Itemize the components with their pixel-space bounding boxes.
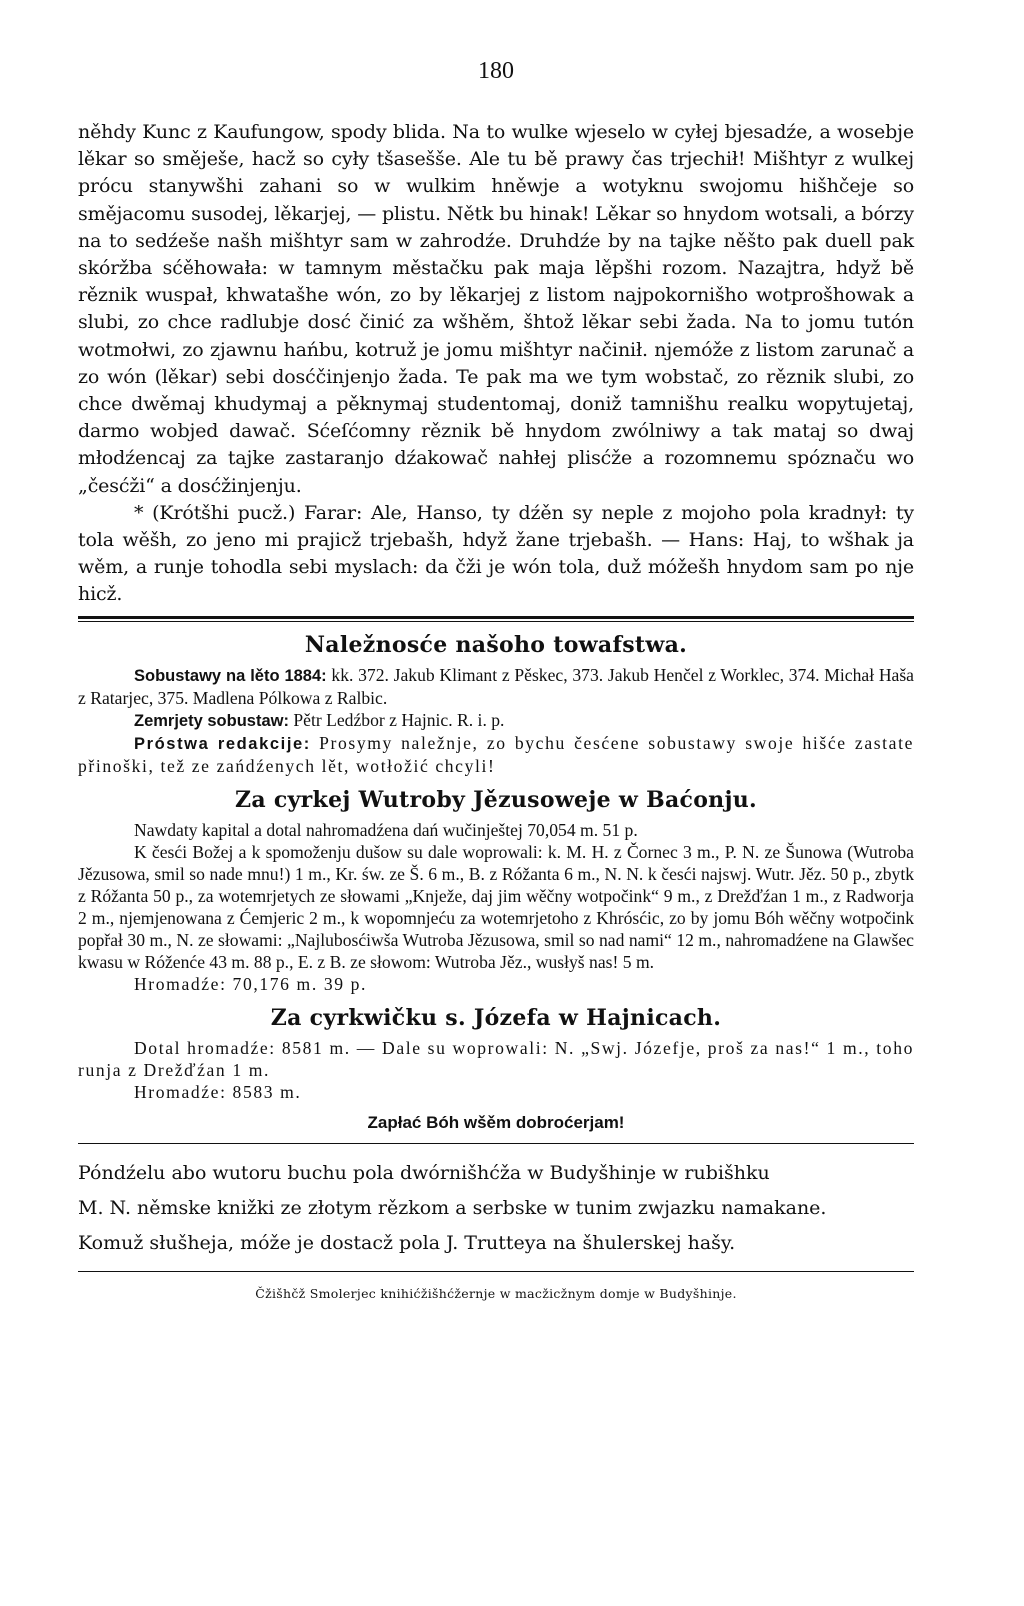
story-text bbox=[78, 119, 914, 609]
story-paragraph: něhdy Kunc z Kaufungow, spody blida. Na to wulke wjeselo w cyłej bjesadźe, a wosebje lěkar so směješe, hacž so cyły tšasešše. Ale tu bě prawy čas trjechił! Mišhtyr z wulkej prócu stanywšhi zahani so w wulkim hněwje a wotyknu swojomu hišhčeje so smějacomu susodej, lěkarjej, — plistu. Nětk bu hinak! Lěkar so hnydom wotsali, a bórzy na to sedźeše našh mišhtyr sam w zahrodźe. Druhdźe by na tajke něšto pak duell pak skóržba sćěhowała: w tamnym městačku pak maja lěpšhi rozom. Nazajtra, hdyž bě rěznik wuspał, khwatašhe wón, zo by lěkarjej z listom najpokornišho wotprošhowak a slubi, zo chce radlubje dosć činić za wšhěm, šhtož lěkar sebi žada. Na to jomu tutón wotmołwi, zo zjawnu hańbu, kotruž je jomu mišhtyr načinił. njemóže z listom zarunač a zo wón (lěkar) sebi dosćčinjenjo žada. Te pak ma we tym wobstač, zo rěznik slubi, zo chce dwěmaj khudymaj a pěknymaj studentomaj, doniž tamnišhu realku wopytujetaj, darmo wobjed dawač. Sćeſćomny rěznik bě hnydom zwólniwy a tak mataj so dwaj młodźencaj za tajke zastaranjo dźakowač nahłej plisćže a rozomnemu spóznaču wo „česćži“ a dosćžinjenju. bbox=[78, 121, 914, 497]
members-text: kk. 372. Jakub Klimant z Pěskec, 373. Jakub Henčel z Worklec, 374. Michał Haša z Ratarjec, 375. Madlena Pólkowa z Ralbic. bbox=[78, 664, 914, 708]
request-text: Prosymy naležnje, zo bychu česćene sobustawy swoje hišće zastate přinoški, tež ze zańdźenych lět, wotłožić chcyli! bbox=[78, 732, 914, 776]
section-divider bbox=[78, 616, 914, 622]
heart-total: Hromadźe: 70,176 m. 39 p. bbox=[134, 973, 368, 994]
deceased-text: Pětr Ledźbor z Hajnic. R. i. p. bbox=[288, 709, 505, 730]
joseph-section-title: Za cyrkwičku s. Józefa w Hajnicach. bbox=[270, 1004, 722, 1031]
page-number: 180 bbox=[478, 58, 514, 84]
advert-line-1: Póndźelu abo wutoru buchu pola dwórnišhćža w Budyšhinje w rubišhku bbox=[78, 1161, 770, 1184]
dues-section bbox=[78, 664, 914, 777]
anecdote-paragraph: * (Krótšhi pucž.) Farar: Ale, Hanso, ty dźěn sy neple z mojoho pola kradnył: ty tola wěšh, zo jeno mi prajicž trjebašh, hdyž žane trjebašh. — Hans: Haj, to wšhak ja wěm, a runje tohodla sebi myslach: da čži je wón tola, duž móžešh hnydom sam po nje hicž. bbox=[78, 501, 914, 606]
advert-line-2: M. N. němske knižki ze złotym rězkom a serbske w tunim zwjazku namakane. bbox=[78, 1196, 827, 1219]
advert-divider bbox=[78, 1143, 914, 1144]
heart-section bbox=[78, 819, 914, 995]
advert bbox=[78, 1156, 914, 1261]
imprint-divider bbox=[78, 1271, 914, 1272]
heart-capital-paragraph: Nawdaty kapital a dotal nahromadźena dań wučinještej 70,054 m. 51 p. bbox=[134, 819, 638, 840]
request-paragraph bbox=[78, 732, 914, 777]
deceased-paragraph bbox=[78, 709, 914, 732]
page bbox=[78, 58, 914, 1301]
joseph-total: Hromadźe: 8583 m. bbox=[134, 1081, 302, 1102]
heart-section-title: Za cyrkej Wutroby Jězusoweje w Baćonju. bbox=[235, 786, 757, 813]
deceased-label: Zemrjety sobustaw: bbox=[134, 711, 289, 730]
heart-donations-paragraph: K česći Božej a k spomoženju dušow su dale woprowali: k. M. H. z Čornec 3 m., P. N. ze Šunowa (Wutroba Jězusowa, smil so nade mnu!) 1 m., Kr. św. ze Š. 6 m., B. z Róžanta 6 m., N. N. k česći najswj. Wutr. Jěz. 50 p., zbytk z Róžanta 50 p., za wotemrjetych ze słowami „Knježe, daj jim wěčny wotpočink“ 9 m., z Drežďźan 1 m., z Radworja 2 m., njemjenowana z Ćemjeric 2 m., k wopomnjeću za wotemrjetoho z Khrósćic, zo by jomu Bóh wěčny wotpočink popřał 30 m., N. ze słowami: „Najlubosćiwša Wutroba Jězusowa, smil so nad nami“ 12 m., nahromadźene na Glawšec kwasu w Róženće 43 m. 88 p., E. z B. ze słowom: Wutroba Jěz., wusłyš nas! 5 m. bbox=[78, 841, 914, 972]
advert-line-3: Komuž słušheja, móže je dostacž pola J. Trutteya na šhulerskej hašy. bbox=[78, 1231, 736, 1254]
members-paragraph bbox=[78, 664, 914, 709]
printer-imprint: Čžišhčž Smolerjec knihićžišhćžernje w macžicžnym domje w Budyšhinje. bbox=[255, 1285, 737, 1301]
joseph-donations-paragraph: Dotal hromadźe: 8581 m. — Dale su woprowali: N. „Swj. Józefje, proš za nas!“ 1 m., toho runja z Drežďźan 1 m. bbox=[78, 1037, 914, 1080]
thanks-line: Zapłać Bóh wšěm dobroćerjam! bbox=[367, 1112, 625, 1132]
request-label: Próstwa redakcije: bbox=[134, 734, 311, 753]
dues-section-title: Naležnosće našoho towafstwa. bbox=[304, 631, 688, 658]
members-label: Sobustawy na lěto 1884: bbox=[134, 666, 327, 685]
joseph-section bbox=[78, 1037, 914, 1103]
